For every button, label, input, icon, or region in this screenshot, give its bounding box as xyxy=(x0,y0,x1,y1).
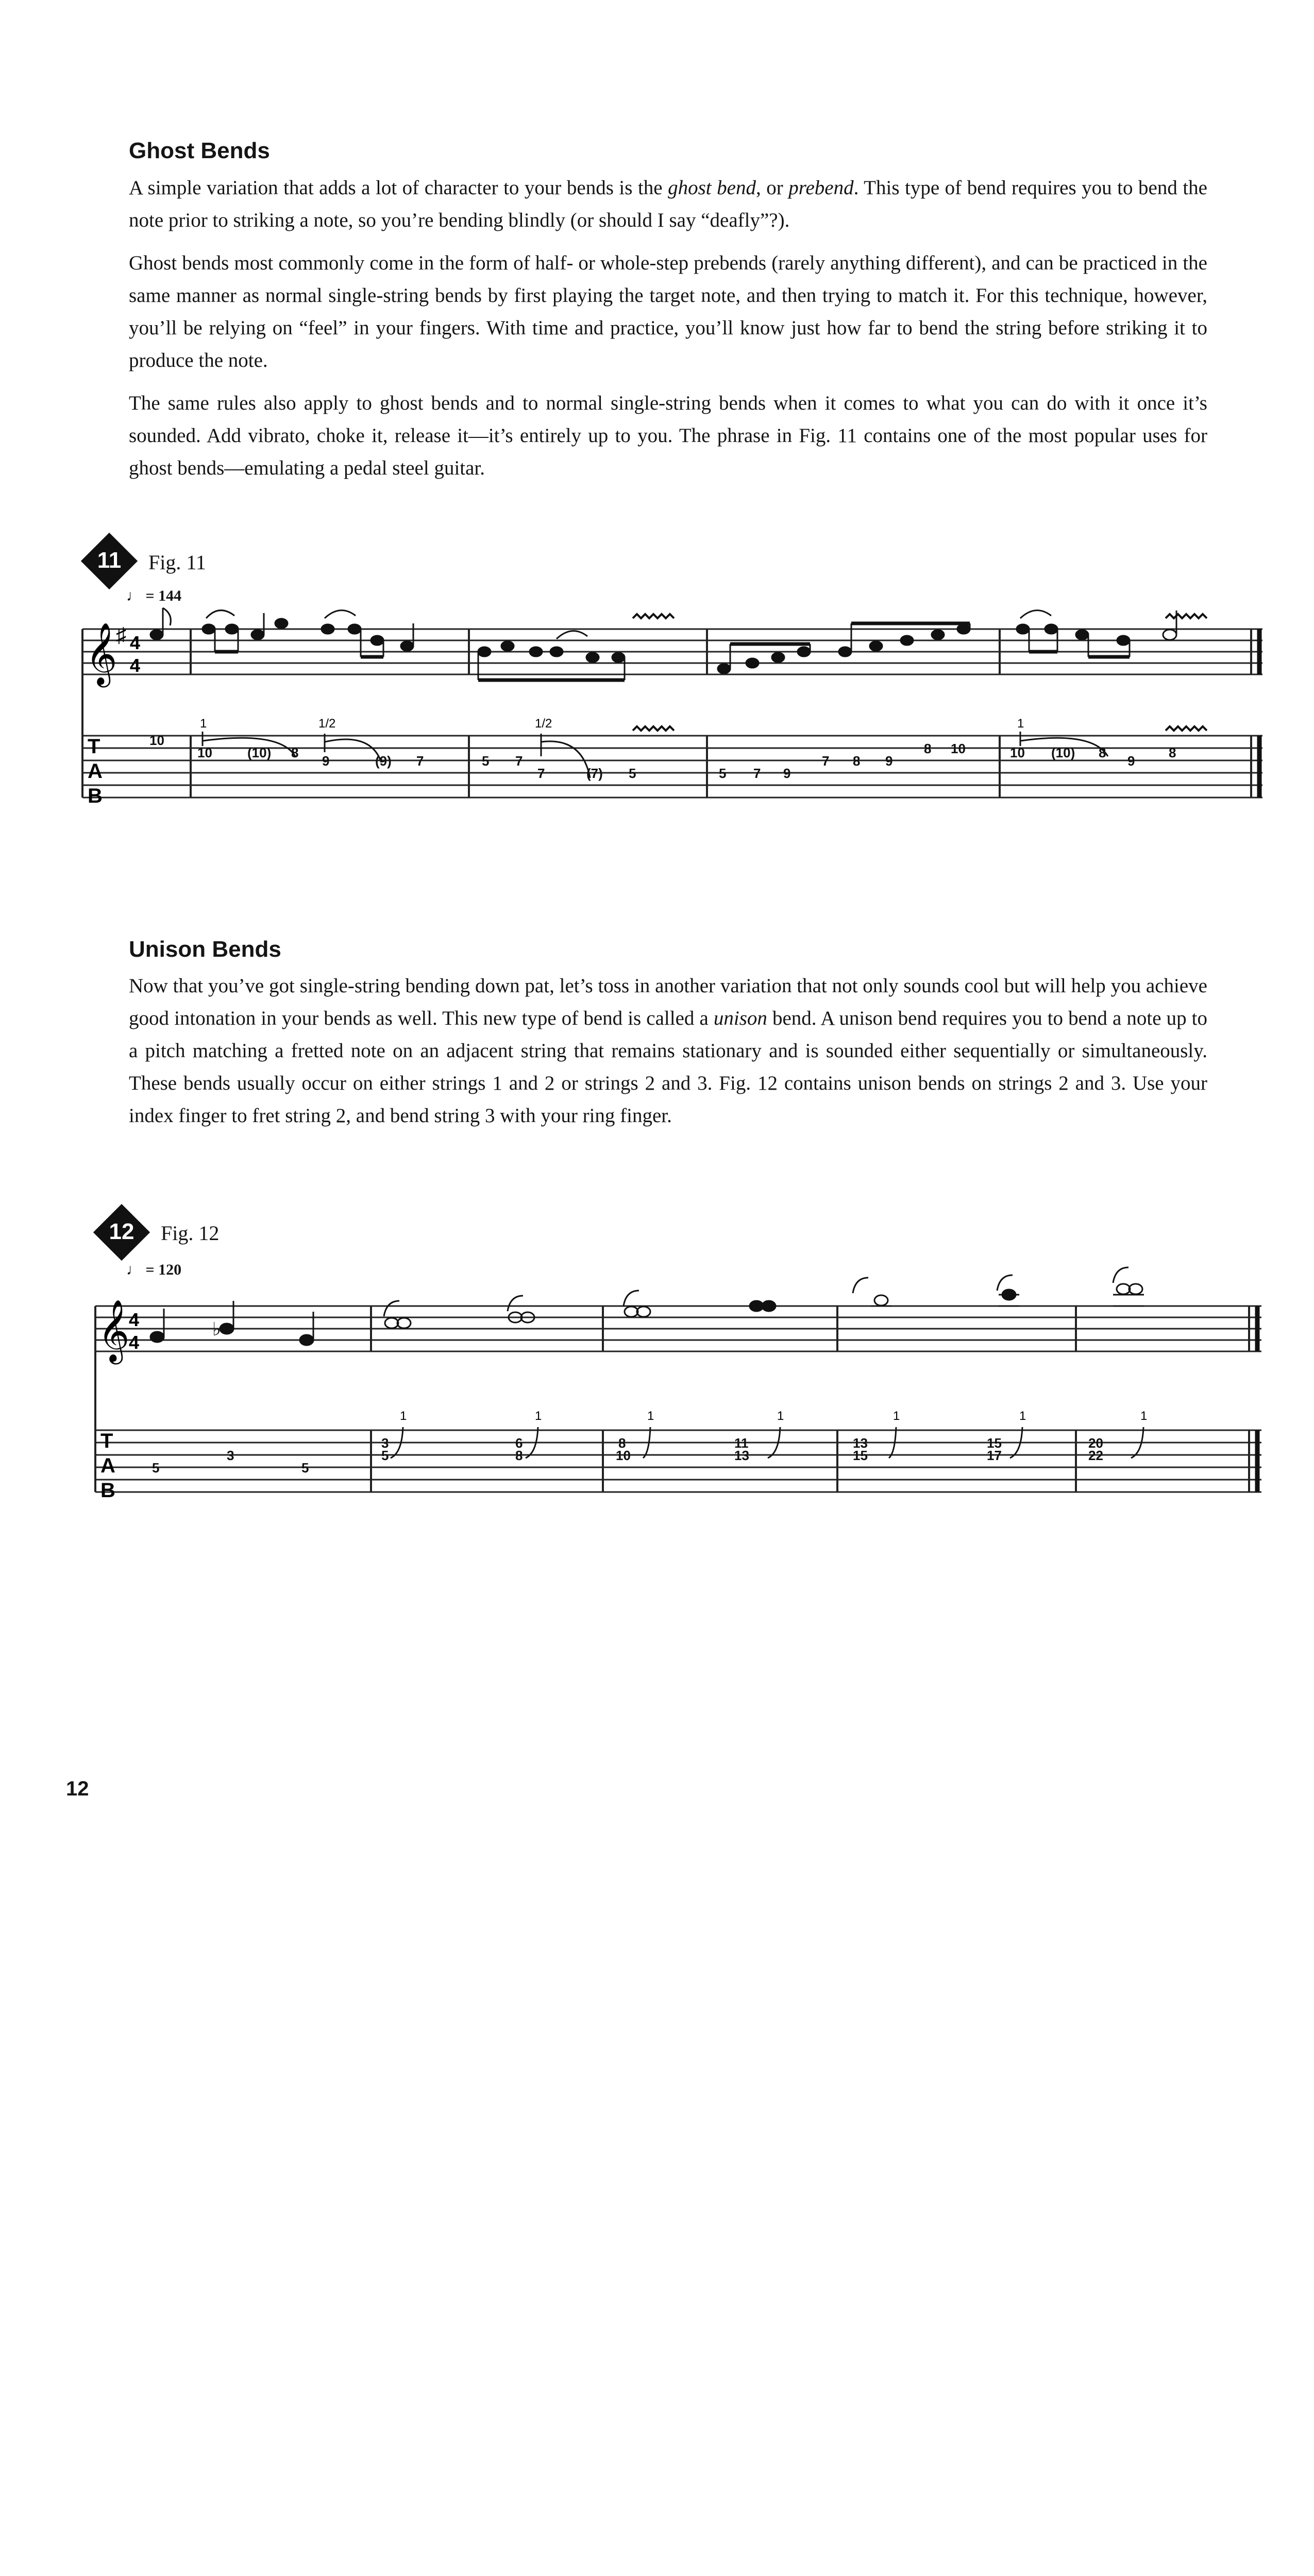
unison-bends-heading: Unison Bends xyxy=(129,937,281,962)
tab-num: 20 xyxy=(1088,1435,1103,1451)
fig11-tempo: ♩ = 144 xyxy=(126,587,182,604)
track-number-11: 11 xyxy=(97,548,122,573)
fig12-tempo: ♩ = 120 xyxy=(126,1261,182,1278)
tab-num: 8 xyxy=(291,745,299,760)
tab-num: 5 xyxy=(152,1460,160,1476)
tab-letter-b: B xyxy=(100,1479,115,1502)
tab-num: 5 xyxy=(381,1448,389,1463)
tab-num: 9 xyxy=(783,766,791,781)
fig12-bend-4: 1 xyxy=(777,1409,784,1423)
tab-num: 7 xyxy=(416,753,424,769)
fig12-time-top: 4 xyxy=(129,1309,140,1330)
ghost-bends-paragraph-2: Ghost bends most commonly come in the form of half- or whole-step prebends (rarely anything different), and can be practiced in the same manner as normal single-string bends by first playing the target note, and then trying to match it. For this technique, however, you’ll be relying on “feel” in your fingers. With time and practice, you’ll know just how far to bend the string before striking it to produce the note. xyxy=(129,252,1207,371)
tab-letter-a: A xyxy=(88,760,103,783)
sharp-key-signature: ♯ xyxy=(116,624,126,647)
tab-num: 8 xyxy=(924,741,932,756)
tab-num: 7 xyxy=(515,753,523,769)
tab-num: 15 xyxy=(853,1448,868,1463)
fig12-bend-1: 1 xyxy=(400,1409,407,1423)
tab-num: 8 xyxy=(515,1448,523,1463)
ghost-bends-paragraph-1: A simple variation that adds a lot of character to your bends is the ghost bend, or prebend. This type of bend requires you to bend the note prior to striking a note, so you’re bending blindly (or should I say “deafly”?). xyxy=(129,177,1207,231)
tab-num: (7) xyxy=(586,766,603,781)
tab-num: 13 xyxy=(734,1448,749,1463)
fig12-bend-5: 1 xyxy=(893,1409,900,1423)
svg-text:♭: ♭ xyxy=(212,1318,221,1340)
tab-num: 10 xyxy=(616,1448,631,1463)
tab-num: 15 xyxy=(987,1435,1002,1451)
fig12-bend-3: 1 xyxy=(647,1409,654,1423)
fig12-bend-7: 1 xyxy=(1140,1409,1148,1423)
fig11-bend-1: 1 xyxy=(200,717,207,731)
tab-letter-a: A xyxy=(100,1454,115,1477)
tab-num: 10 xyxy=(951,741,966,756)
fig12-time-bottom: 4 xyxy=(129,1332,140,1353)
fig12-bend-2: 1 xyxy=(535,1409,542,1423)
tab-num: 7 xyxy=(753,766,761,781)
tab-num: 8 xyxy=(618,1435,626,1451)
unison-bends-paragraph-1: Now that you’ve got single-string bending down pat, let’s toss in another variation that not only sounds cool but will help you achieve good intonation in your bends as well. This new type of bend is called a unison bend. A unison bend requires you to bend a note up to a pitch matching a fretted note on an adjacent string that remains stationary and is sounded either sequentially or simultaneously. These bends usually occur on either strings 1 and 2 or strings 2 and 3. Fig. 12 contains unison bends on strings 2 and 3. Use your index finger to fret string 2, and bend string 3 with your ring finger. xyxy=(129,975,1207,1127)
tab-num: 13 xyxy=(853,1435,868,1451)
tab-letter-b: B xyxy=(88,785,103,807)
ghost-bends-paragraph-3: The same rules also apply to ghost bends and to normal single-string bends when it comes to what you can do with it once it’s sounded. Add vibrato, choke it, release it—it’s entirely up to you. The phrase in Fig. 11 contains one of the most popular uses for ghost bends—emulating a pedal steel guitar. xyxy=(129,392,1207,479)
fig12-bend-6: 1 xyxy=(1019,1409,1026,1423)
tab-num: 7 xyxy=(822,753,830,769)
fig11-bend-4: 1 xyxy=(1017,717,1024,731)
tab-letter-t: T xyxy=(100,1430,113,1452)
fig11-label: Fig. 11 xyxy=(148,551,206,574)
tab-num: 10 xyxy=(149,733,164,748)
tab-num: (10) xyxy=(247,745,272,760)
treble-clef-icon: 𝄞 xyxy=(86,624,117,684)
tab-num: 8 xyxy=(1099,745,1106,760)
tab-letter-t: T xyxy=(88,735,100,758)
tab-num: (9) xyxy=(375,753,392,769)
fig11-time-top: 4 xyxy=(130,632,141,653)
tab-num: 10 xyxy=(1010,745,1025,760)
tab-num: 17 xyxy=(987,1448,1002,1463)
tab-num: 9 xyxy=(1127,753,1135,769)
tab-num: 22 xyxy=(1088,1448,1103,1463)
tab-num: 5 xyxy=(482,753,490,769)
ghost-bends-heading: Ghost Bends xyxy=(129,138,270,163)
tab-num: 11 xyxy=(734,1435,749,1451)
tab-num: 3 xyxy=(227,1448,234,1463)
tab-num: 9 xyxy=(885,753,893,769)
tab-num: 5 xyxy=(301,1460,309,1476)
tab-num: 5 xyxy=(629,766,636,781)
tab-num: 3 xyxy=(381,1435,389,1451)
fig12-notes xyxy=(150,1284,1144,1345)
tab-num: 10 xyxy=(197,745,212,760)
fig12-label: Fig. 12 xyxy=(161,1222,220,1245)
fig11-bend-3: 1/2 xyxy=(535,717,552,731)
tab-num: (10) xyxy=(1051,745,1075,760)
treble-clef-icon: 𝄞 xyxy=(98,1301,130,1361)
tab-num: 8 xyxy=(853,753,861,769)
page-number: 12 xyxy=(66,1777,89,1800)
tab-num: 5 xyxy=(719,766,727,781)
track-number-12: 12 xyxy=(109,1219,134,1244)
tab-num: 6 xyxy=(515,1435,523,1451)
tab-num: 9 xyxy=(322,753,330,769)
tab-num: 7 xyxy=(537,766,545,781)
tab-num: 8 xyxy=(1169,745,1176,760)
fig11-bend-2: 1/2 xyxy=(318,717,336,731)
fig11-time-bottom: 4 xyxy=(130,655,141,676)
